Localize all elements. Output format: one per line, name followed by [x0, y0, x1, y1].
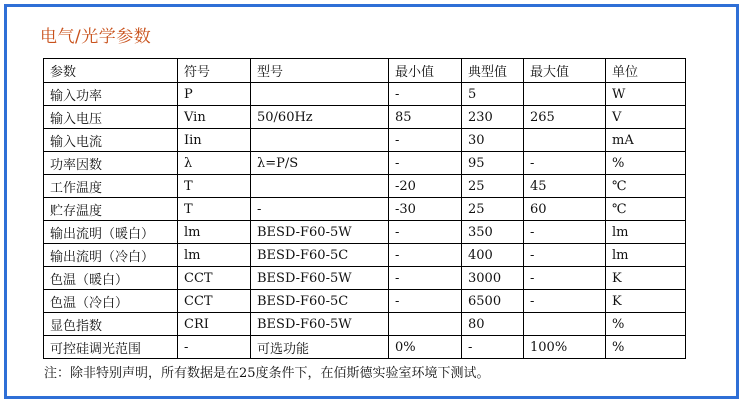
cell-model: [251, 83, 389, 106]
header-unit: 单位: [606, 59, 686, 83]
cell-max: 265: [524, 106, 606, 129]
cell-model: BESD-F60-5W: [251, 221, 389, 244]
cell-min: -30: [389, 198, 462, 221]
table-row: [44, 83, 686, 106]
header-max: 最大值: [524, 59, 606, 83]
cell-typ: 350: [462, 221, 524, 244]
cell-symbol: lm: [178, 221, 251, 244]
cell-typ: 400: [462, 244, 524, 267]
cell-max: [524, 129, 606, 152]
cell-param: 色温（冷白）: [44, 290, 178, 313]
cell-param: 输出流明（暖白）: [44, 221, 178, 244]
cell-min: -: [389, 290, 462, 313]
cell-symbol: Iin: [178, 129, 251, 152]
cell-model: 可选功能: [251, 336, 389, 359]
cell-unit: V: [606, 106, 686, 129]
table-row: [44, 221, 686, 244]
cell-min: -: [389, 267, 462, 290]
table-row: [44, 267, 686, 290]
cell-unit: lm: [606, 221, 686, 244]
cell-min: -: [389, 83, 462, 106]
table-row: [44, 244, 686, 267]
header-min: 最小值: [389, 59, 462, 83]
cell-min: 85: [389, 106, 462, 129]
cell-model: 50/60Hz: [251, 106, 389, 129]
cell-max: 45: [524, 175, 606, 198]
table-header-row: [44, 59, 686, 83]
cell-typ: 30: [462, 129, 524, 152]
cell-param: 功率因数: [44, 152, 178, 175]
cell-model: [251, 129, 389, 152]
table-row: [44, 336, 686, 359]
cell-param: 色温（暖白）: [44, 267, 178, 290]
cell-max: 60: [524, 198, 606, 221]
cell-max: [524, 313, 606, 336]
header-typ: 典型值: [462, 59, 524, 83]
cell-param: 输入电压: [44, 106, 178, 129]
cell-typ: 230: [462, 106, 524, 129]
cell-model: BESD-F60-5W: [251, 267, 389, 290]
cell-param: 输入功率: [44, 83, 178, 106]
cell-typ: 25: [462, 198, 524, 221]
cell-param: 工作温度: [44, 175, 178, 198]
cell-model: BESD-F60-5W: [251, 313, 389, 336]
table-row: [44, 129, 686, 152]
cell-unit: %: [606, 336, 686, 359]
spec-table: [43, 58, 686, 359]
header-model: 型号: [251, 59, 389, 83]
cell-max: -: [524, 244, 606, 267]
cell-model: BESD-F60-5C: [251, 244, 389, 267]
cell-param: 贮存温度: [44, 198, 178, 221]
cell-symbol: CRI: [178, 313, 251, 336]
cell-min: -: [389, 244, 462, 267]
cell-model: BESD-F60-5C: [251, 290, 389, 313]
cell-typ: -: [462, 336, 524, 359]
header-param: 参数: [44, 59, 178, 83]
cell-unit: ℃: [606, 198, 686, 221]
cell-unit: %: [606, 313, 686, 336]
cell-unit: K: [606, 267, 686, 290]
cell-unit: ℃: [606, 175, 686, 198]
cell-model: -: [251, 198, 389, 221]
cell-min: [389, 313, 462, 336]
cell-max: -: [524, 267, 606, 290]
cell-symbol: CCT: [178, 267, 251, 290]
cell-model: λ=P/S: [251, 152, 389, 175]
table-row: [44, 152, 686, 175]
cell-max: -: [524, 221, 606, 244]
cell-max: -: [524, 152, 606, 175]
table-row: [44, 290, 686, 313]
cell-min: -: [389, 152, 462, 175]
cell-typ: 6500: [462, 290, 524, 313]
cell-symbol: T: [178, 175, 251, 198]
table-row: [44, 313, 686, 336]
cell-symbol: -: [178, 336, 251, 359]
cell-min: 0%: [389, 336, 462, 359]
cell-typ: 95: [462, 152, 524, 175]
cell-typ: 80: [462, 313, 524, 336]
cell-symbol: P: [178, 83, 251, 106]
table-row: [44, 198, 686, 221]
header-symbol: 符号: [178, 59, 251, 83]
cell-symbol: λ: [178, 152, 251, 175]
cell-symbol: Vin: [178, 106, 251, 129]
cell-model: [251, 175, 389, 198]
cell-unit: %: [606, 152, 686, 175]
cell-symbol: CCT: [178, 290, 251, 313]
cell-unit: K: [606, 290, 686, 313]
cell-typ: 25: [462, 175, 524, 198]
table-row: [44, 175, 686, 198]
cell-min: -: [389, 221, 462, 244]
cell-min: -: [389, 129, 462, 152]
cell-typ: 5: [462, 83, 524, 106]
cell-max: -: [524, 290, 606, 313]
cell-unit: W: [606, 83, 686, 106]
cell-min: -20: [389, 175, 462, 198]
cell-symbol: T: [178, 198, 251, 221]
cell-max: 100%: [524, 336, 606, 359]
cell-unit: lm: [606, 244, 686, 267]
cell-param: 显色指数: [44, 313, 178, 336]
table-row: [44, 106, 686, 129]
cell-symbol: lm: [178, 244, 251, 267]
cell-param: 可控硅调光范围: [44, 336, 178, 359]
cell-param: 输入电流: [44, 129, 178, 152]
cell-param: 输出流明（冷白）: [44, 244, 178, 267]
cell-unit: mA: [606, 129, 686, 152]
cell-max: [524, 83, 606, 106]
footnote: 注：除非特别声明，所有数据是在25度条件下，在佰斯德实验室环境下测试。: [44, 366, 490, 381]
cell-typ: 3000: [462, 267, 524, 290]
section-title: 电气/光学参数: [40, 27, 152, 47]
